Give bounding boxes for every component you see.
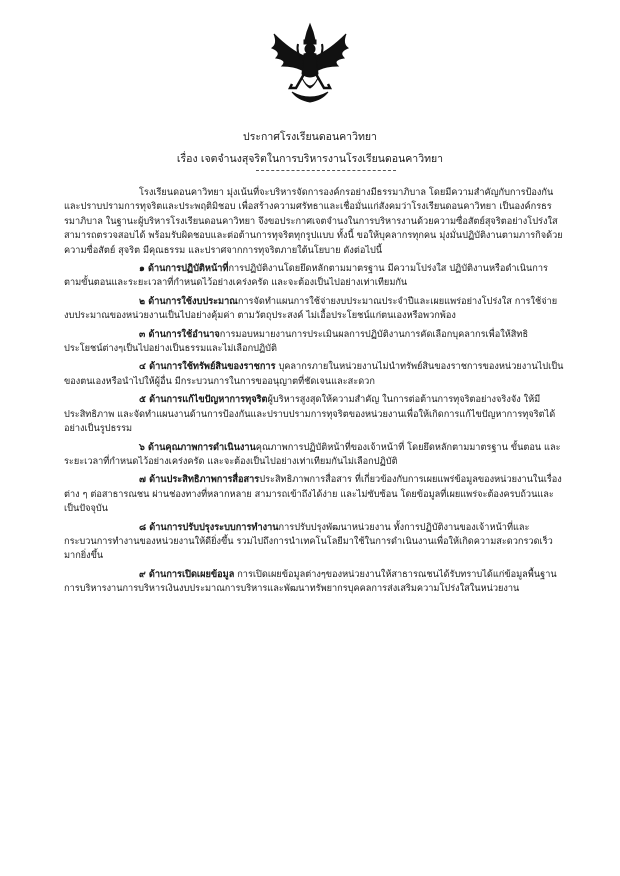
policy-heading: ๘ ด้านการปรับปรุงระบบการทำงาน bbox=[139, 521, 279, 533]
title-divider bbox=[256, 170, 396, 171]
policy-heading: ๙ ด้านการเปิดเผยข้อมูล bbox=[139, 568, 235, 580]
policy-text: การปฏิบัติงานโดยยึดหลักตามมาตรฐาน มีความโปร่งใส ปฏิบัติงานหรือดำเนินการตามขั้นตอนและระยะเวลาที่กำหนดไว้อย่างเคร่งครัด และจะต้องเป็นไปอย่างเท่าเทียมกัน bbox=[64, 263, 548, 289]
policy-item-7 bbox=[64, 473, 564, 516]
policy-heading: ๖ ด้านคุณภาพการดำเนินงาน bbox=[139, 441, 256, 453]
policy-heading: ๒ ด้านการใช้งบประมาณ bbox=[139, 295, 238, 307]
policy-heading: ๔ ด้านการใช้ทรัพย์สินของราชการ bbox=[139, 361, 276, 373]
intro-paragraph: โรงเรียนดอนคาวิทยา มุ่งเน้นที่จะบริหารจัดการองค์กรอย่างมีธรรมาภิบาล โดยมีความสำคัญกับการป้องกันและปราบปรามการทุจริตและประพฤติมิชอบ เพื่อสร้างความศรัทธาและเชื่อมั่นแก่สังคมว่าโรงเรียนดอนคาวิทยา เป็นองค์กรธรรมาภิบาล ในฐานะผู้บริหารโรงเรียนดอนคาวิทยา จึงขอประกาศเจตจำนงในการบริหารงานด้วยความซื่อสัตย์สุจริตอย่างโปร่งใส สามารถตรวจสอบได้ พร้อมรับผิดชอบและต่อต้านการทุจริตทุกรูปแบบ ทั้งนี้ ขอให้บุคลากรทุกคน มุ่งมั่นปฏิบัติงานตามภารกิจด้วยความซื่อสัตย์ สุจริต มีคุณธรรม และปราศจากการทุจริตภายใต้นโยบาย ดังต่อไปนี้ bbox=[64, 187, 563, 256]
policy-heading: ๕ ด้านการแก้ไขปัญหาการทุจริต bbox=[139, 394, 268, 406]
policy-text: ผู้บริหารสูงสุดให้ความสำคัญ ในการต่อต้านการทุจริตอย่างจริงจัง ให้มีประสิทธิภาพ และจัดทำแผนงานด้านการป้องกันและปราบปรามการทุจริตของหน่วยงานเพื่อให้เกิดการแก้ไขปัญหาการทุจริตได้อย่างเป็นรูปธรรม bbox=[64, 394, 556, 435]
policy-item-3 bbox=[64, 328, 564, 357]
policy-heading: ๗ ด้านประสิทธิภาพการสื่อสาร bbox=[139, 474, 260, 486]
policy-text: คุณภาพการปฏิบัติหน้าที่ของเจ้าหน้าที่ โดยยึดหลักตามมาตรฐาน ขั้นตอน และระยะเวลาที่กำหนดไว้อย่างเคร่งครัด และจะต้องเป็นไปอย่างเท่าเทียมกันไม่เลือกปฏิบัติ bbox=[64, 441, 561, 467]
policy-heading: ๑ ด้านการปฏิบัติหน้าที่ bbox=[139, 263, 229, 275]
policy-item-5 bbox=[64, 393, 564, 436]
announcement-body bbox=[64, 186, 564, 597]
policy-text: การปรับปรุงพัฒนาหน่วยงาน ทั้งการปฏิบัติงานของเจ้าหน้าที่และกระบวนการทำงานของหน่วยงานให้ดียิ่งขึ้น รวมไปถึงการนำเทคโนโลยีมาใช้ในการดำเนินงานเพื่อให้เกิดความสะดวกรวดเร็วมากยิ่งขึ้น bbox=[64, 521, 553, 562]
announcement-subject: เรื่อง เจตจำนงสุจริตในการบริหารงานโรงเรียนดอนคาวิทยา bbox=[176, 153, 444, 165]
policy-item-2 bbox=[64, 295, 564, 324]
policy-item-9 bbox=[64, 568, 564, 597]
policy-text: การมอบหมายงานการประเมินผลการปฏิบัติงานการคัดเลือกบุคลากรเพื่อให้สิทธิประโยชน์ต่างๆเป็นไปอย่างเป็นธรรมและไม่เลือกปฏิบัติ bbox=[64, 328, 529, 355]
policy-text: ประสิทธิภาพการสื่อสาร ที่เกี่ยวข้องกับการเผยแพร่ข้อมูลของหน่วยงานในเรื่องต่าง ๆ ต่อสาธารณชน ผ่านช่องทางที่หลากหลาย สามารถเข้าถึงได้ง่าย และไม่ซับซ้อน โดยข้อมูลที่เผยแพร่จะต้องครบถ้วนและเป็นปัจจุบัน bbox=[64, 474, 562, 515]
policy-item-1 bbox=[64, 262, 564, 291]
policy-text: การเปิดเผยข้อมูลต่างๆของหน่วยงานให้สาธารณชนได้รับทราบได้แก่ข้อมูลพื้นฐานการบริหารงานการบริหารเงินงบประมาณการบริหารและพัฒนาทรัพยากรบุคคลการส่งเสริมความโปร่งใสในหน่วยงาน bbox=[64, 568, 557, 595]
policy-item-6 bbox=[64, 441, 564, 470]
garuda-emblem-icon bbox=[262, 22, 358, 108]
policy-text: บุคลากรภายในหน่วยงานไม่นำทรัพย์สินของราชการของหน่วยงานไปเป็นของตนเองหรือนำไปให้ผู้อื่น มีกระบวนการในการขออนุญาตที่ชัดเจนและสะดวก bbox=[64, 361, 564, 387]
policy-heading: ๓ ด้านการใช้อำนาจ bbox=[139, 328, 220, 340]
policy-item-8 bbox=[64, 521, 564, 564]
announcement-title: ประกาศโรงเรียนดอนคาวิทยา bbox=[243, 131, 377, 143]
policy-item-4 bbox=[64, 360, 564, 389]
policy-text: การจัดทำแผนการใช้จ่ายงบประมาณประจำปีและเผยแพร่อย่างโปร่งใส การใช้จ่ายงบประมาณของหน่วยงานเป็นไปอย่างคุ้มค่า ตามวัตถุประสงค์ ไม่เอื้อประโยชน์แก่ตนเองหรือพวกพ้อง bbox=[64, 295, 558, 322]
